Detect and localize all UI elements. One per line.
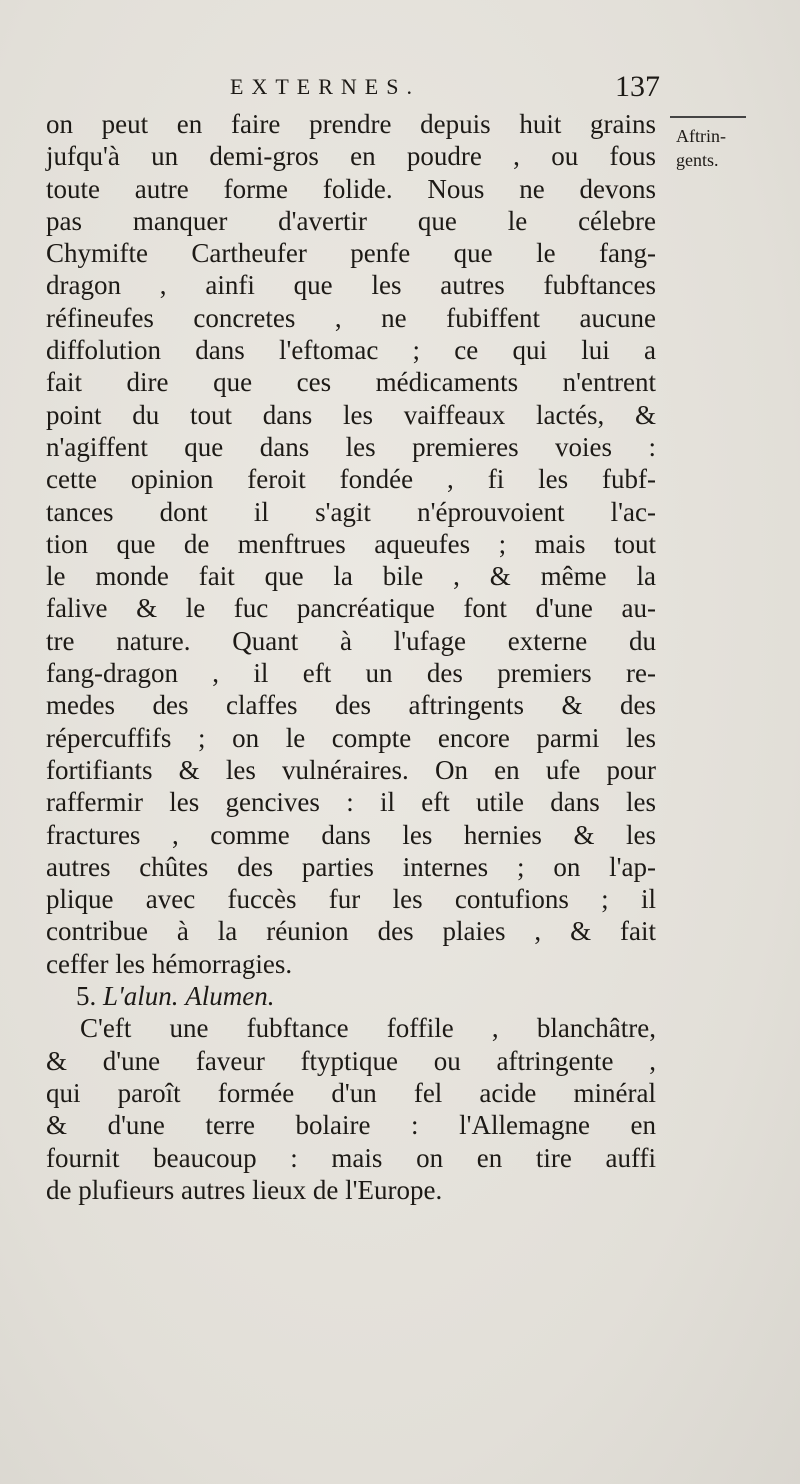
section-title: L'alun.: [103, 981, 179, 1012]
text-line: pas manquer d'avertir que le célebre: [46, 205, 656, 236]
text-line: fournit beaucoup : mais on en tire auffi: [46, 1142, 656, 1173]
body-text: [46, 108, 656, 1206]
margin-note-line: Aftrin-: [676, 126, 726, 146]
text-line: répercuffifs ; on le compte encore parmi les: [46, 722, 656, 753]
margin-rule: [670, 116, 746, 118]
text-line: qui paroît formée d'un fel acide minéral: [46, 1077, 656, 1108]
text-line: medes des claffes des aftringents & des: [46, 690, 656, 721]
text-line: cette opinion feroit fondée , fi les fubf-: [46, 464, 656, 495]
text-line: fractures , comme dans les hernies & les: [46, 819, 656, 850]
text-line: falive & le fuc pancréatique font d'une au-: [46, 593, 656, 624]
section-latin-title: Alumen.: [185, 981, 275, 1012]
text-line: le monde fait que la bile , & même la: [46, 561, 656, 592]
text-line: raffermir les gencives : il eft utile dans les: [46, 787, 656, 818]
text-line: fortifiants & les vulnéraires. On en ufe pour: [46, 754, 656, 785]
running-head: EXTERNES.: [230, 74, 420, 99]
text-line: toute autre forme folide. Nous ne devons: [46, 173, 656, 204]
text-line: on peut en faire prendre depuis huit grains: [46, 109, 656, 139]
text-line: de plufieurs autres lieux de l'Europe.: [46, 1174, 443, 1205]
text-line: tances dont il s'agit n'éprouvoient l'ac-: [46, 496, 656, 527]
text-line: tre nature. Quant à l'ufage externe du: [46, 625, 656, 656]
text-line: & d'une faveur ftyptique ou aftringente ,: [46, 1045, 656, 1076]
text-line: dragon , ainfi que les autres fubftances: [46, 270, 656, 301]
margin-note: [676, 124, 756, 172]
text-line: réfineufes concretes , ne fubiffent aucune: [46, 302, 656, 333]
text-line: ceffer les hémorragies.: [46, 948, 293, 979]
text-line: jufqu'à un demi-gros en poudre , ou fous: [46, 141, 656, 172]
section-heading: [46, 980, 656, 1012]
margin-note-line: gents.: [676, 150, 719, 170]
text-line: point du tout dans les vaiffeaux lactés, &: [46, 399, 656, 430]
text-line: C'eft une fubftance foffile , blanchâtre,: [80, 1013, 656, 1044]
section-number: 5.: [76, 981, 97, 1012]
text-line: tion que de menftrues aqueufes ; mais tout: [46, 528, 656, 559]
text-line: Chymifte Cartheufer penfe que le fang-: [46, 238, 656, 269]
paragraph-2: [46, 1012, 656, 1206]
text-line: fang-dragon , il eft un des premiers re-: [46, 658, 656, 689]
text-line: fait dire que ces médicaments n'entrent: [46, 367, 656, 398]
text-line: diffolution dans l'eftomac ; ce qui lui a: [46, 335, 656, 366]
text-line: contribue à la réunion des plaies , & fait: [46, 916, 656, 947]
paragraph-1: [46, 108, 656, 980]
text-line: autres chûtes des parties internes ; on l'ap-: [46, 851, 656, 882]
text-line: plique avec fuccès fur les contufions ; il: [46, 884, 656, 915]
page-number: 137: [615, 70, 660, 103]
text-line: n'agiffent que dans les premieres voies :: [46, 431, 656, 462]
text-line: & d'une terre bolaire : l'Allemagne en: [46, 1110, 656, 1141]
